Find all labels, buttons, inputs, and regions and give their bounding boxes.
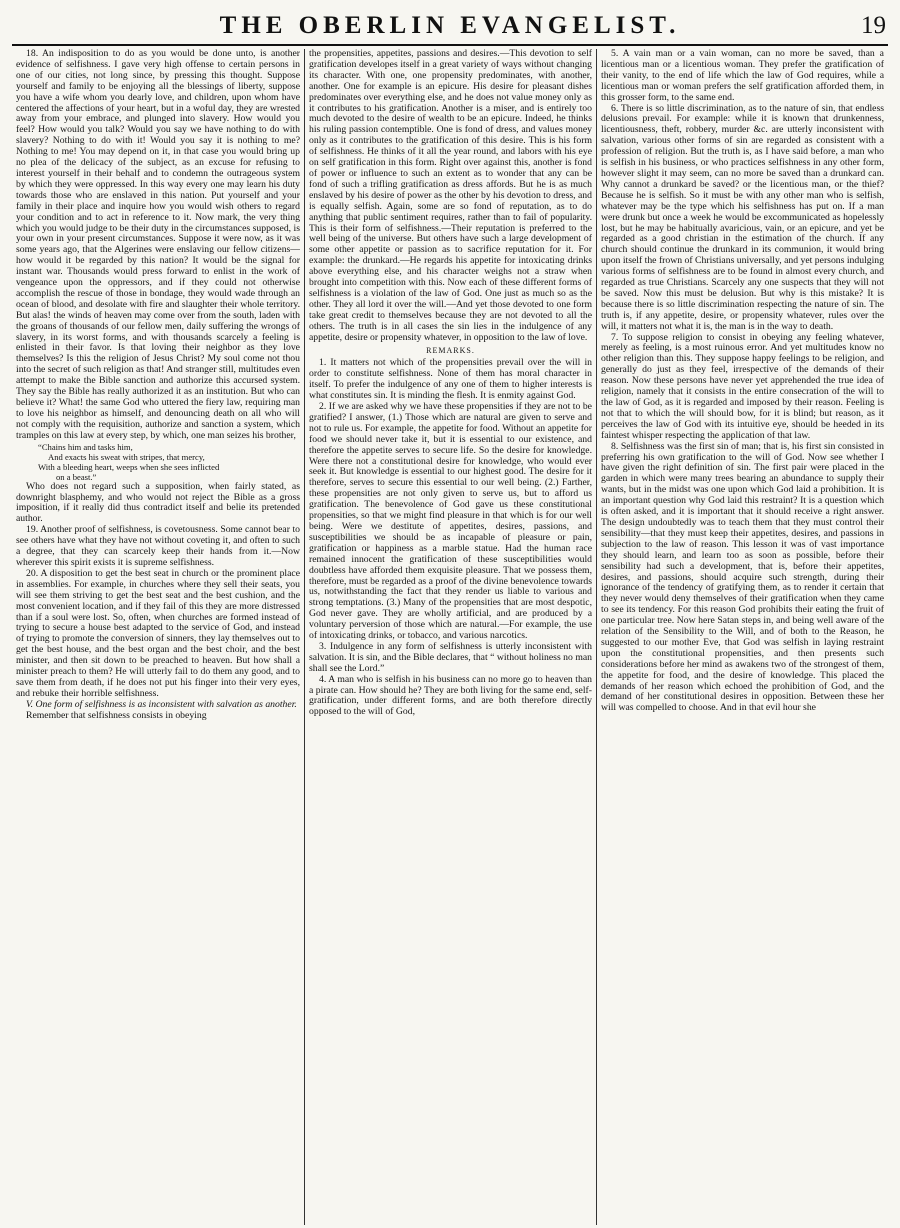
article-paragraph: 7. To suppose religion to consist in obeying any feeling whatever, merely as feeling, is a most ruinous error. And yet multitudes know no other religion than this. They suppose happy feelings to be religion, and generally do just as they feel, irrespective of the demands of their reason. Now these persons have never yet apprehended the true idea of religion, namely that it consists in the entire consecration of the will to the law of God, as it is regarded and imposed by their reason. Feeling is not that to which the will should bow, for it is blind; but reason, as it perceives the law of God with its intuitive eye, should be heeded in its faintest whisper respecting the application of that law. <box>601 331 884 441</box>
article-paragraph: Who does not regard such a supposition, when fairly stated, as downright blasphemy, and who would not reject the Bible as a gross imposition, if it really did thus contradict itself and belie its pretended author. <box>16 480 300 525</box>
poem-line: “Chains him and tasks him, <box>38 441 133 452</box>
poem-line: With a bleeding heart, weeps when she sees inflicted <box>38 461 220 472</box>
article-paragraph: 19. Another proof of selfishness, is covetousness. Some cannot bear to see others have what they have not without coveting it, and often to such a degree, that they can scarcely keep their hands from it.—Now wherever this spirit exists it is supreme selfishness. <box>16 524 300 568</box>
article-paragraph: 20. A disposition to get the best seat in church or the prominent place in assemblies. For example, in churches where they sell their seats, you will see them striving to get the best seat and the best cushion, and the most convenient location, and if they fail of this they are more distressed than if a soul were lost. So, often, when churches are formed instead of trying to secure a house best adapted to the service of God, and instead of trying to promote the conversion of sinners, they lay themselves out to get the best house, and the best organ and the best choir, and the best minister, and then sit down to be preached to heaven. But how shall a minister preach to them? He will utterly fail to do them any good, and to save them from death, if he does not put his finger into their very eyes, and rebuke their horrible selfishness. <box>16 567 300 699</box>
page-number: 19 <box>861 12 886 39</box>
article-paragraph: 6. There is so little discrimination, as to the nature of sin, that endless delusions prevail. For example: while it is known that drunkenness, licentiousness, theft, robbery, murder &c. are utterly inconsistent with salvation, various other forms of sin are regarded as consistent with a profession of religion. But the truth is, as I have said before, a man who is selfish in his business, or who practices selfishness in any other form, however slight it may seem, can no more be saved than a drunkard can. Why cannot a drunkard be saved? or the licentious man, or the thief? Because he is selfish. So it must be with any other man who is selfish, whatever may be the type which his selfishness has put on. If a man were drunk but once a week he would be excommunicated as hopelessly lost, but he may be habitually avaricious, vain, or an epicure, and yet be regarded as a good christian in the estimation of the church. If any church should continue the drunkard in its communion, it would bring upon itself the frown of Christians universally, and yet persons indulging various forms of selfishness are to be found in almost every church, and regarded as true Christians. Scarcely any one suspects that they will not be saved. Now this must be delusion. But why is this mistake? It is because there is so little discrimination respecting the nature of sin. The truth is, if any appetite, desire, or propensity whatever, rules over the will, it matters not what it is, the man is in the way to death. <box>601 102 884 332</box>
article-paragraph: 1. It matters not which of the propensities prevail over the will in order to constitute selfishness. None of them has moral character in itself. To prefer the indulgence of any one of them to higher interests is what constitutes sin. It is minding the flesh. It is enmity against God. <box>309 357 592 402</box>
article-paragraph: 4. A man who is selfish in his business can no more go to heaven than a pirate can. How should he? They are both living for the same end, self-gratification, under different forms, and are both therefore directly opposed to the will of God, <box>309 673 592 718</box>
article-paragraph: 8. Selfishness was the first sin of man; that is, his first sin consisted in preferring his own gratification to the will of God. Now see whether I have given the right definition of sin. The first pair were placed in the garden in which were many trees bearing an abundance to supply their wants, but in the midst was one upon which God laid a prohibition. It is an important question why God laid this restraint? It is a question which is often asked, and it is important that it should receive a right answer. The design undoubtedly was to teach them that they must control their sensibility—that they must keep their appetites, desires, and passions in subjection to the law of reason. This lesson it was of vast importance they should learn, and learn too as soon as possible, before their sensibility had such a development, that is, before their appetites, desires, and passions, should acquire such strength, during their ignorance of the tendency of gratifying them, as to render it certain that they never would deny themselves of their gratification when they came to see its tendency. For this reason God prohibits their eating the fruit of one particular tree. Now here Satan steps in, and being well aware of the relation of the Sensibility to the Will, and of both to the Reason, he suggested to our mother Eve, that God was selfish in laying restraint upon the constitutional propensities, and then presents such considerations before her mind as awakens two of the strongest of them, the appetite for food, and the desire of knowledge. This placed the demands of her reason which echoed the prohibition of God, and the demand of her constitutional desires in opposition. Between these her will was compelled to choose. And in that evil hour she <box>601 440 884 714</box>
article-paragraph: 2. If we are asked why we have these propensities if they are not to be gratified? I answer, (1.) Those which are natural are given to serve and not to rule us. For example, the appetite for food. Without an appetite for food we should never take it, but it is essential to our existence, and therefore the appetite serves to secure life. So the desire for knowledge. Were there not a constitutional desire for knowledge, who would ever seek it. But knowledge is essential to our highest good. The desire for it therefore, serves to secure this essential to our well being. (2.) Farther, these propensities are not only given to serve us, but to afford us gratification. The benevolence of God gave us these constitutional propensities, so that we might find pleasure in that which is for our well being. Were we destitute of appetites, desires, passions, and susceptibilities we should be as incapable of pleasure or pain, gratification or happiness as a marble statue. Had the human race remained innocent the gratification of these susceptibilities would doubtless have afforded them exquisite pleasure. That we possess them, therefore, must be regarded as a proof of the divine benevolence towards us, notwithstanding the fact that they render us liable to various and strong temptations. (3.) Many of the propensities that are most despotic, God never gave. They are wholly artificial, and are produced by a voluntary perversion of those which are natural.—For example, the use of intoxicating drinks, or tobacco, and various narcotics. <box>309 401 592 642</box>
article-paragraph: 18. An indisposition to do as you would be done unto, is another evidence of selfishness. I gave very high offense to certain persons in one of our cities, not long since, by pressing this thought. Suppose yourself and family to be enjoying all the blessings of liberty, suppose you have a wife whom you dearly love, and children, upon whom have centered the affections of your heart, but in a woful day, they are wrested away from your embrace, and plunged into slavery. How would you feel? How would you talk? Would you say we have nothing to do with slavery? Nothing to do with it! Would you say it is nothing to me? Nothing to me! You may depend on it, in that case you would bring up no plea of the delicacy of the subject, as an excuse for refusing to interest yourself in their behalf and to condemn the outrageous system by which they were oppressed. In this way every one may learn his duty towards those who are enslaved in this nation. Put yourself and your family in their place and inquire how you would wish others to regard your condition and to act in reference to it. Now mark, the very thing which you would judge to be their duty in the circumstances supposed, is your own in your present circumstances. Suppose it were now, as it was some years ago, that the Algerines were enslaving our fellow citizens—how would it be regarded by this nation? It would be the signal for instant war. Thousands would press forward to enlist in the work of vengeance upon the oppressors, and if they could not otherwise accomplish the rescue of those in bondage, they would wade through an ocean of blood, and desolate with fire and slaughter their whole territory. But alas! the winds of heaven may come over from the south, laden with the groans of thousands of our fellow men, daily suffering the wrongs of slavery, in its worst forms, and with thousands scarcely a feeling is enlisted in their favor. Is that loving their neighbor as they love themselves? Is this the religion of Jesus Christ? My soul come not thou into the secret of such religion as that! And stranger still, multitudes even attempt to make the Bible sanction and authorize this accursed system. They say the Bible has really authorized it as an institution. But who can believe it? What! the same God who uttered the fiery law, requiring man to love his neighbor as himself, and denouncing death on all who will not comply with the requisition, authorize and sanction a system, which tramples on this law at every step, by which, one man seizes his brother, <box>16 49 300 441</box>
poem-line: on a beast.” <box>56 471 97 482</box>
article-paragraph: Remember that selfishness consists in obeying <box>26 709 207 721</box>
masthead-title: THE OBERLIN EVANGELIST. <box>219 12 681 39</box>
column-3 <box>596 49 888 1225</box>
text-columns <box>12 49 888 1225</box>
poem-line: And exacts his sweat with stripes, that mercy, <box>48 451 205 462</box>
article-paragraph: 3. Indulgence in any form of selfishness is utterly inconsistent with salvation. It is sin, and the Bible declares, that “ without holiness no man shall see the Lord.” <box>309 640 592 674</box>
poem-quote <box>16 442 300 482</box>
page-header <box>12 6 888 46</box>
article-paragraph: the propensities, appetites, passions and desires.—This devotion to self gratification developes itself in a great variety of ways without changing its character. With one, one propensity predominates, with another, another. One for example is an epicure. His desire for pleasant dishes predominates over everything else, and he does not value money only as it contributes to his gratification. Another is a miser, and is entirely too much devoted to the desire of wealth to be an epicure. Indeed, he thinks his ruling passion contemptible. One is fond of dress, and values money only as it contributes to the gratification of this desire. This is his form of selfishness. He thinks of it all the year round, and labors with his eye on self gratification in this form. Right over against this, another is fond of power or influence to such an extent as to wonder that any can be fond of such a trifling gratification as dress affords. But he is as much enslaved by his desire of power as the other by his devotion to dress, and is equally selfish. Again, some are so fond of reputation, as to do anything that public sentiment requires, rather than to fail of popularity. This is their form of selfishness.—Their reputation is preferred to the well being of the universe. But others have such a large development of some other appetite or passion as to sacrifice reputation for it. For example: the drunkard.—He regards his appetite for intoxicating drinks above everything else, and his character weighs not a straw when brought into competition with this. Now each of these different forms of selfishness is a violation of the law of God. One just as much so as the other. They all lord it over the will.—And yet those devoted to one form take great credit to themselves because they are not devoted to all the others. The truth is in all cases the sin lies in the indulgence of any appetite, desire or propensity whatever, in opposition to the law of love. <box>309 49 592 343</box>
section-heading: REMARKS. <box>426 346 475 356</box>
column-1 <box>12 49 304 1225</box>
column-2 <box>304 49 596 1225</box>
article-paragraph: 5. A vain man or a vain woman, can no more be saved, than a licentious man or a licentious woman. They prefer the gratification of their vanity, to the end of life which the law of God requires, while a licentious man or woman prefers the self gratification afforded them, in this grosser form, to the same end. <box>601 49 884 103</box>
article-paragraph: V. One form of selfishness is as inconsistent with salvation as another. <box>26 698 297 710</box>
